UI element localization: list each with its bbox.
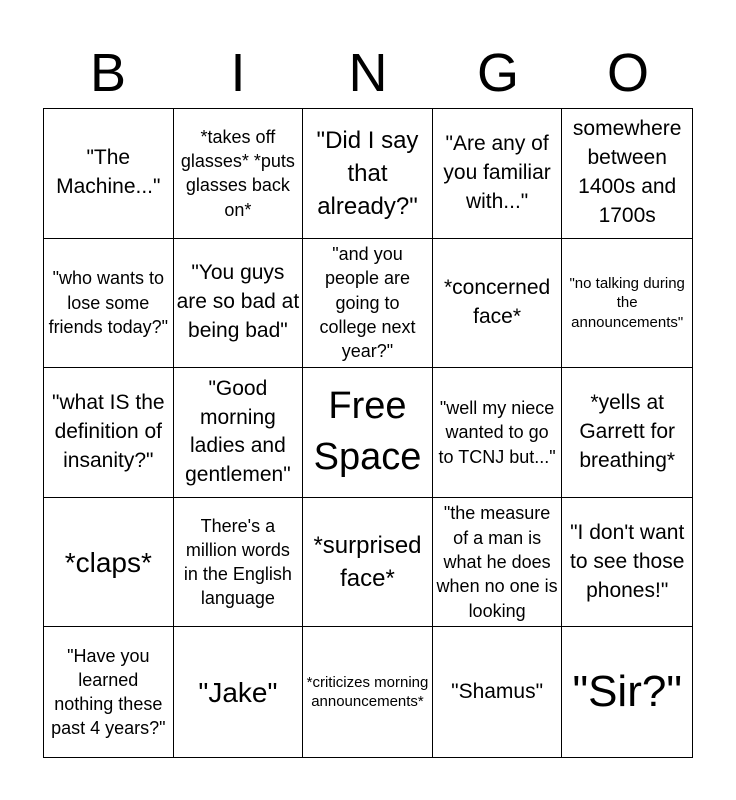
bingo-cell[interactable] (562, 368, 692, 498)
bingo-cell[interactable] (44, 498, 174, 628)
cell-text: "no talking during the announcements" (569, 274, 685, 331)
bingo-cell[interactable] (562, 239, 692, 369)
cell-text: "what IS the definition of insanity?" (52, 391, 165, 472)
cell-text: "Good morning ladies and gentlemen" (185, 376, 291, 487)
bingo-cell[interactable] (303, 498, 433, 628)
bingo-cell[interactable] (562, 498, 692, 628)
cell-text: "and you people are going to college next year?" (319, 244, 416, 362)
cell-text: *surprised face* (313, 531, 422, 593)
cell-text: *yells at Garrett for breathing* (579, 391, 676, 472)
bingo-cell[interactable] (303, 239, 433, 369)
bingo-cell[interactable] (44, 239, 174, 369)
cell-text: *claps* (64, 546, 152, 578)
bingo-cell[interactable] (174, 239, 304, 369)
header-letter-b: B (89, 43, 127, 103)
header-letter-g: G (476, 43, 519, 103)
free-space-cell[interactable] (303, 368, 433, 498)
bingo-cell[interactable] (433, 498, 563, 628)
cell-text: "Shamus" (451, 679, 544, 703)
header-letter-n: N (348, 43, 388, 103)
cell-text: *takes off glasses* *puts glasses back on* (180, 126, 295, 220)
cell-text: "The Machine..." (56, 146, 161, 199)
cell-text: "who wants to lose some friends today?" (48, 268, 169, 338)
cell-text: "Did I say that already?" (316, 126, 419, 220)
bingo-cell[interactable] (303, 109, 433, 239)
bingo-cell[interactable] (174, 368, 304, 498)
bingo-cell[interactable] (44, 109, 174, 239)
cell-text: somewhere between 1400s and 1700s (572, 117, 682, 228)
bingo-cell[interactable] (174, 109, 304, 239)
cell-text: *concerned face* (443, 275, 551, 328)
bingo-cell[interactable] (562, 627, 692, 757)
bingo-header (43, 40, 693, 106)
bingo-board (43, 108, 693, 758)
bingo-cell[interactable] (562, 109, 692, 239)
cell-text: Free Space (313, 385, 422, 479)
bingo-cell[interactable] (44, 627, 174, 757)
bingo-cell[interactable] (433, 239, 563, 369)
bingo-cell[interactable] (433, 109, 563, 239)
header-letter-i: I (230, 43, 246, 103)
cell-text: "I don't want to see those phones!" (569, 520, 685, 602)
cell-text: "the measure of a man is what he does when no one is looking (436, 503, 558, 621)
header-letter-o: O (606, 43, 649, 103)
bingo-cell[interactable] (433, 627, 563, 757)
cell-text: "You guys are so bad at being bad" (176, 261, 300, 343)
cell-text: "Jake" (198, 676, 278, 708)
bingo-cell[interactable] (174, 498, 304, 628)
cell-text: "well my niece wanted to go to TCNJ but..." (438, 398, 556, 467)
cell-text: "Are any of you familiar with..." (443, 131, 551, 213)
cell-text: "Sir?" (572, 666, 682, 716)
bingo-cell[interactable] (303, 627, 433, 757)
bingo-cell[interactable] (174, 627, 304, 757)
bingo-cell[interactable] (433, 368, 563, 498)
cell-text: "Have you learned nothing these past 4 years?" (51, 645, 166, 739)
cell-text: *criticizes morning announcements* (306, 673, 429, 711)
cell-text: There's a million words in the English language (183, 515, 292, 609)
bingo-cell[interactable] (44, 368, 174, 498)
